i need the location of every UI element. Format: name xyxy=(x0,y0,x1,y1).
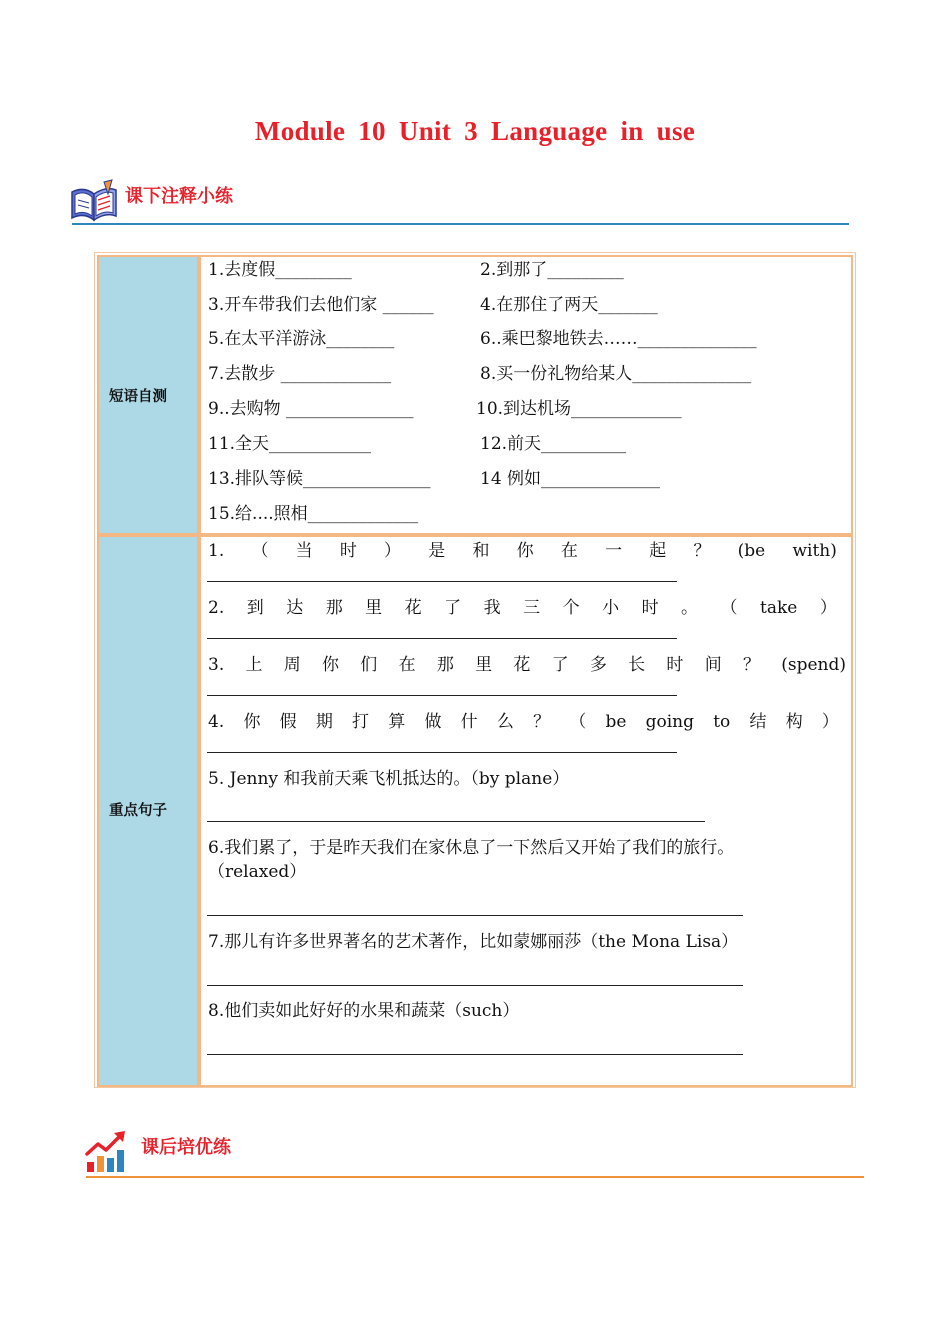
sentence-token: 时 xyxy=(339,541,357,561)
sentence-prompt xyxy=(208,655,846,675)
sentence-token: 。 xyxy=(681,598,699,618)
sentence-token: 上 xyxy=(245,655,263,675)
phrase-item: 5.在太平洋游泳________ xyxy=(208,329,395,349)
sentence-prompt xyxy=(208,598,837,618)
phrase-item: 6..乘巴黎地铁去……______________ xyxy=(480,329,757,349)
sentence-token: 那 xyxy=(325,598,343,618)
sentence-token: 构 xyxy=(785,712,803,732)
sentence-token: 你 xyxy=(243,712,261,732)
sentence-token: 期 xyxy=(315,712,333,732)
book-icon xyxy=(68,178,120,224)
sentence-token: ） xyxy=(821,712,839,732)
sentence-prompt: 7.那儿有许多世界著名的艺术著作，比如蒙娜丽莎（the Mona Lisa） xyxy=(208,932,739,952)
sentence-token: 周 xyxy=(283,655,301,675)
sentence-token: ） xyxy=(819,598,837,618)
sentence-prompt-hint: （relaxed） xyxy=(208,862,307,882)
phrase-item: 10.到达机场_____________ xyxy=(476,399,682,419)
sentence-token: 三 xyxy=(523,598,541,618)
sentence-token: going xyxy=(645,712,695,732)
sentence-token: 到 xyxy=(246,598,264,618)
answer-blank xyxy=(207,638,677,639)
sentence-token: 什 xyxy=(460,712,478,732)
sentence-token: 里 xyxy=(475,655,493,675)
sentence-token: 和 xyxy=(472,541,490,561)
sentence-token: 里 xyxy=(365,598,383,618)
category-cell-phrases xyxy=(97,255,199,535)
answer-blank xyxy=(207,752,677,753)
sentence-token: （ xyxy=(251,541,269,561)
sentence-token: 们 xyxy=(360,655,378,675)
sentence-token: ？ xyxy=(533,712,551,732)
section-divider xyxy=(86,1176,864,1178)
phrase-item: 9..去购物 _______________ xyxy=(208,399,414,419)
phrase-item: 8.买一份礼物给某人______________ xyxy=(480,364,752,384)
sentence-token: 了 xyxy=(444,598,462,618)
section-label: 课下注释小练 xyxy=(125,186,233,207)
section-divider xyxy=(72,223,849,225)
sentence-token: 多 xyxy=(589,655,607,675)
sentence-prompt: 6.我们累了，于是昨天我们在家休息了一下然后又开始了我们的旅行。 xyxy=(208,838,735,858)
sentence-token: 1. xyxy=(208,541,225,561)
sentence-token: 个 xyxy=(562,598,580,618)
sentence-token: (spend) xyxy=(781,655,846,675)
sentence-token: 花 xyxy=(513,655,531,675)
sentence-token: 花 xyxy=(404,598,422,618)
sentence-prompt: 8.他们卖如此好好的水果和蔬菜（such） xyxy=(208,1001,520,1021)
sentence-token: ？ xyxy=(693,541,711,561)
sentence-token: 4. xyxy=(208,712,225,732)
category-cell-sentences xyxy=(97,535,199,1087)
sentence-token: 你 xyxy=(322,655,340,675)
section-header-notes xyxy=(68,176,850,228)
phrase-item: 11.全天____________ xyxy=(208,434,372,454)
sentence-token: 一 xyxy=(605,541,623,561)
sentence-token: 起 xyxy=(649,541,667,561)
exercise-table xyxy=(94,252,856,1088)
answer-blank xyxy=(207,915,743,916)
sentence-prompt xyxy=(208,712,839,732)
sentence-token: 间 xyxy=(704,655,722,675)
phrase-item: 14 例如______________ xyxy=(480,469,661,489)
sentence-token: 结 xyxy=(749,712,767,732)
phrase-item: 12.前天__________ xyxy=(480,434,627,454)
sentence-token: 2. xyxy=(208,598,225,618)
sentence-token: 当 xyxy=(295,541,313,561)
sentence-token: 在 xyxy=(398,655,416,675)
phrase-item: 2.到那了_________ xyxy=(480,260,624,280)
sentence-prompt: 5. Jenny 和我前天乘飞机抵达的。（by plane） xyxy=(208,769,570,789)
sentence-token: ？ xyxy=(742,655,760,675)
sentence-token: take xyxy=(760,598,798,618)
sentence-token: (be xyxy=(737,541,766,561)
sentence-token: 了 xyxy=(551,655,569,675)
sentence-token: 打 xyxy=(352,712,370,732)
phrase-item: 15.给....照相_____________ xyxy=(208,504,419,524)
section-header-practice xyxy=(84,1128,864,1184)
sentence-token: 那 xyxy=(436,655,454,675)
section-label: 课后培优练 xyxy=(141,1137,231,1158)
sentence-token: 假 xyxy=(279,712,297,732)
sentence-token: ） xyxy=(384,541,402,561)
sentence-token: with) xyxy=(792,541,837,561)
answer-blank xyxy=(207,1054,743,1055)
sentence-token: 达 xyxy=(286,598,304,618)
sentence-token: 做 xyxy=(424,712,442,732)
sentence-token: 算 xyxy=(388,712,406,732)
sentence-prompt xyxy=(208,541,837,561)
phrase-item: 4.在那住了两天_______ xyxy=(480,295,658,315)
sentence-token: be xyxy=(605,712,627,732)
sentence-token: 在 xyxy=(560,541,578,561)
sentence-token: （ xyxy=(569,712,587,732)
phrase-item: 7.去散步 _____________ xyxy=(208,364,392,384)
sentence-token: 你 xyxy=(516,541,534,561)
sentence-token: 么 xyxy=(496,712,514,732)
sentence-token: 时 xyxy=(666,655,684,675)
phrase-item: 3.开车带我们去他们家 ______ xyxy=(208,295,434,315)
sentence-token: （ xyxy=(720,598,738,618)
page-title: Module 10 Unit 3 Language in use xyxy=(254,116,696,146)
phrase-item: 1.去度假_________ xyxy=(208,260,352,280)
answer-blank xyxy=(207,581,677,582)
answer-blank xyxy=(207,695,677,696)
sentence-token: 我 xyxy=(483,598,501,618)
category-label: 短语自测 xyxy=(109,389,167,405)
sentence-token: 时 xyxy=(641,598,659,618)
growth-chart-icon xyxy=(84,1128,130,1174)
sentence-token: 3. xyxy=(208,655,225,675)
phrase-item: 13.排队等候_______________ xyxy=(208,469,431,489)
sentence-token: 长 xyxy=(628,655,646,675)
sentence-token: to xyxy=(713,712,731,732)
answer-blank xyxy=(207,821,705,822)
sentence-token: 小 xyxy=(602,598,620,618)
sentence-token: 是 xyxy=(428,541,446,561)
answer-blank xyxy=(207,985,743,986)
category-label: 重点句子 xyxy=(109,803,167,819)
